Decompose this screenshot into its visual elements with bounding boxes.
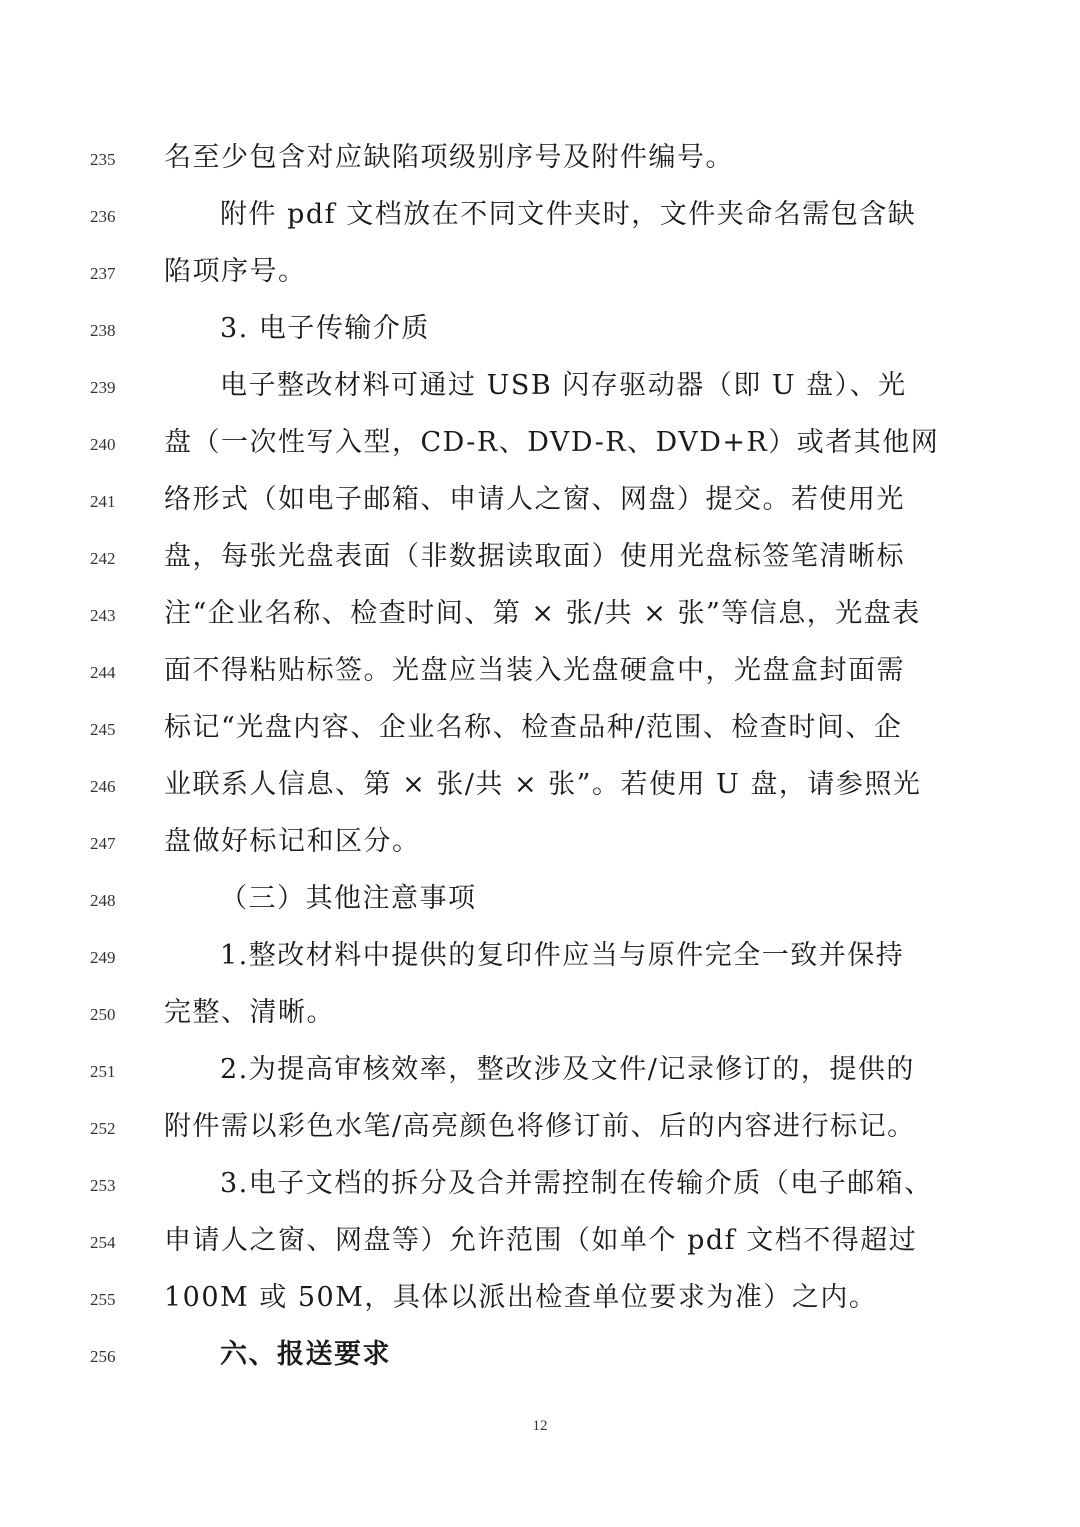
- line-number: 242: [90, 549, 116, 568]
- line-text: 完整、清晰。: [164, 997, 335, 1028]
- line-number: 247: [90, 834, 116, 853]
- line-number: 246: [90, 777, 116, 796]
- line-number: 243: [90, 606, 116, 625]
- page-number: 12: [532, 1418, 548, 1434]
- text-line: [0, 930, 1080, 986]
- text-line: [0, 816, 1080, 872]
- line-text: 盘，每张光盘表面（非数据读取面）使用光盘标签笔清晰标: [164, 541, 905, 572]
- text-line: [0, 1101, 1080, 1157]
- line-text: 名至少包含对应缺陷项级别序号及附件编号。: [164, 142, 734, 173]
- text-line: [0, 1272, 1080, 1328]
- section-subheading: 3. 电子传输介质: [220, 313, 430, 344]
- text-line: [0, 588, 1080, 644]
- line-text: 盘（一次性写入型，CD-R、DVD-R、DVD+R）或者其他网: [164, 427, 940, 458]
- line-text: 2.为提高审核效率，整改涉及文件/记录修订的，提供的: [220, 1054, 915, 1085]
- line-number: 249: [90, 948, 116, 967]
- line-text: 100M 或 50M，具体以派出检查单位要求为准）之内。: [164, 1282, 878, 1313]
- line-number: 250: [90, 1005, 116, 1024]
- text-line: [0, 645, 1080, 701]
- text-line: [0, 303, 1080, 359]
- line-text: 附件需以彩色水笔/高亮颜色将修订前、后的内容进行标记。: [164, 1111, 916, 1142]
- line-number: 252: [90, 1119, 116, 1138]
- line-number: 256: [90, 1347, 116, 1366]
- line-text: 3.电子文档的拆分及合并需控制在传输介质（电子邮箱、: [220, 1168, 933, 1199]
- line-number: 248: [90, 891, 116, 910]
- text-line: [0, 531, 1080, 587]
- line-text: 盘做好标记和区分。: [164, 826, 421, 857]
- text-line: [0, 987, 1080, 1043]
- text-line: [0, 1158, 1080, 1214]
- text-line: [0, 1044, 1080, 1100]
- section-subheading: （三）其他注意事项: [220, 883, 477, 914]
- line-text: 注“企业名称、检查时间、第 × 张/共 × 张”等信息，光盘表: [164, 598, 921, 629]
- text-line: [0, 132, 1080, 188]
- line-number: 251: [90, 1062, 116, 1081]
- text-line: [0, 360, 1080, 416]
- section-heading: 六、报送要求: [220, 1339, 391, 1370]
- line-text: 络形式（如电子邮箱、申请人之窗、网盘）提交。若使用光: [164, 484, 905, 515]
- line-number: 236: [90, 207, 116, 226]
- text-line: [0, 189, 1080, 245]
- line-number: 237: [90, 264, 116, 283]
- line-text: 1.整改材料中提供的复印件应当与原件完全一致并保持: [220, 940, 905, 971]
- line-text: 业联系人信息、第 × 张/共 × 张”。若使用 U 盘，请参照光: [164, 769, 922, 800]
- line-number: 254: [90, 1233, 116, 1252]
- text-line: [0, 474, 1080, 530]
- line-text: 标记“光盘内容、企业名称、检查品种/范围、检查时间、企: [164, 712, 903, 743]
- text-line: [0, 702, 1080, 758]
- line-text: 附件 pdf 文档放在不同文件夹时，文件夹命名需包含缺: [220, 199, 917, 230]
- line-text: 陷项序号。: [164, 256, 307, 287]
- text-line: [0, 1215, 1080, 1271]
- text-line: [0, 246, 1080, 302]
- line-number: 255: [90, 1290, 116, 1309]
- line-text: 电子整改材料可通过 USB 闪存驱动器（即 U 盘）、光: [220, 370, 907, 401]
- line-text: 面不得粘贴标签。光盘应当装入光盘硬盒中，光盘盒封面需: [164, 655, 905, 686]
- line-number: 239: [90, 378, 116, 397]
- line-number: 241: [90, 492, 116, 511]
- text-line: [0, 759, 1080, 815]
- line-text: 申请人之窗、网盘等）允许范围（如单个 pdf 文档不得超过: [164, 1225, 918, 1256]
- line-number: 245: [90, 720, 116, 739]
- text-line: [0, 417, 1080, 473]
- line-number: 238: [90, 321, 116, 340]
- line-number: 235: [90, 150, 116, 169]
- text-line: [0, 873, 1080, 929]
- line-number: 244: [90, 663, 116, 682]
- line-number: 240: [90, 435, 116, 454]
- text-line: [0, 1329, 1080, 1385]
- line-number: 253: [90, 1176, 116, 1195]
